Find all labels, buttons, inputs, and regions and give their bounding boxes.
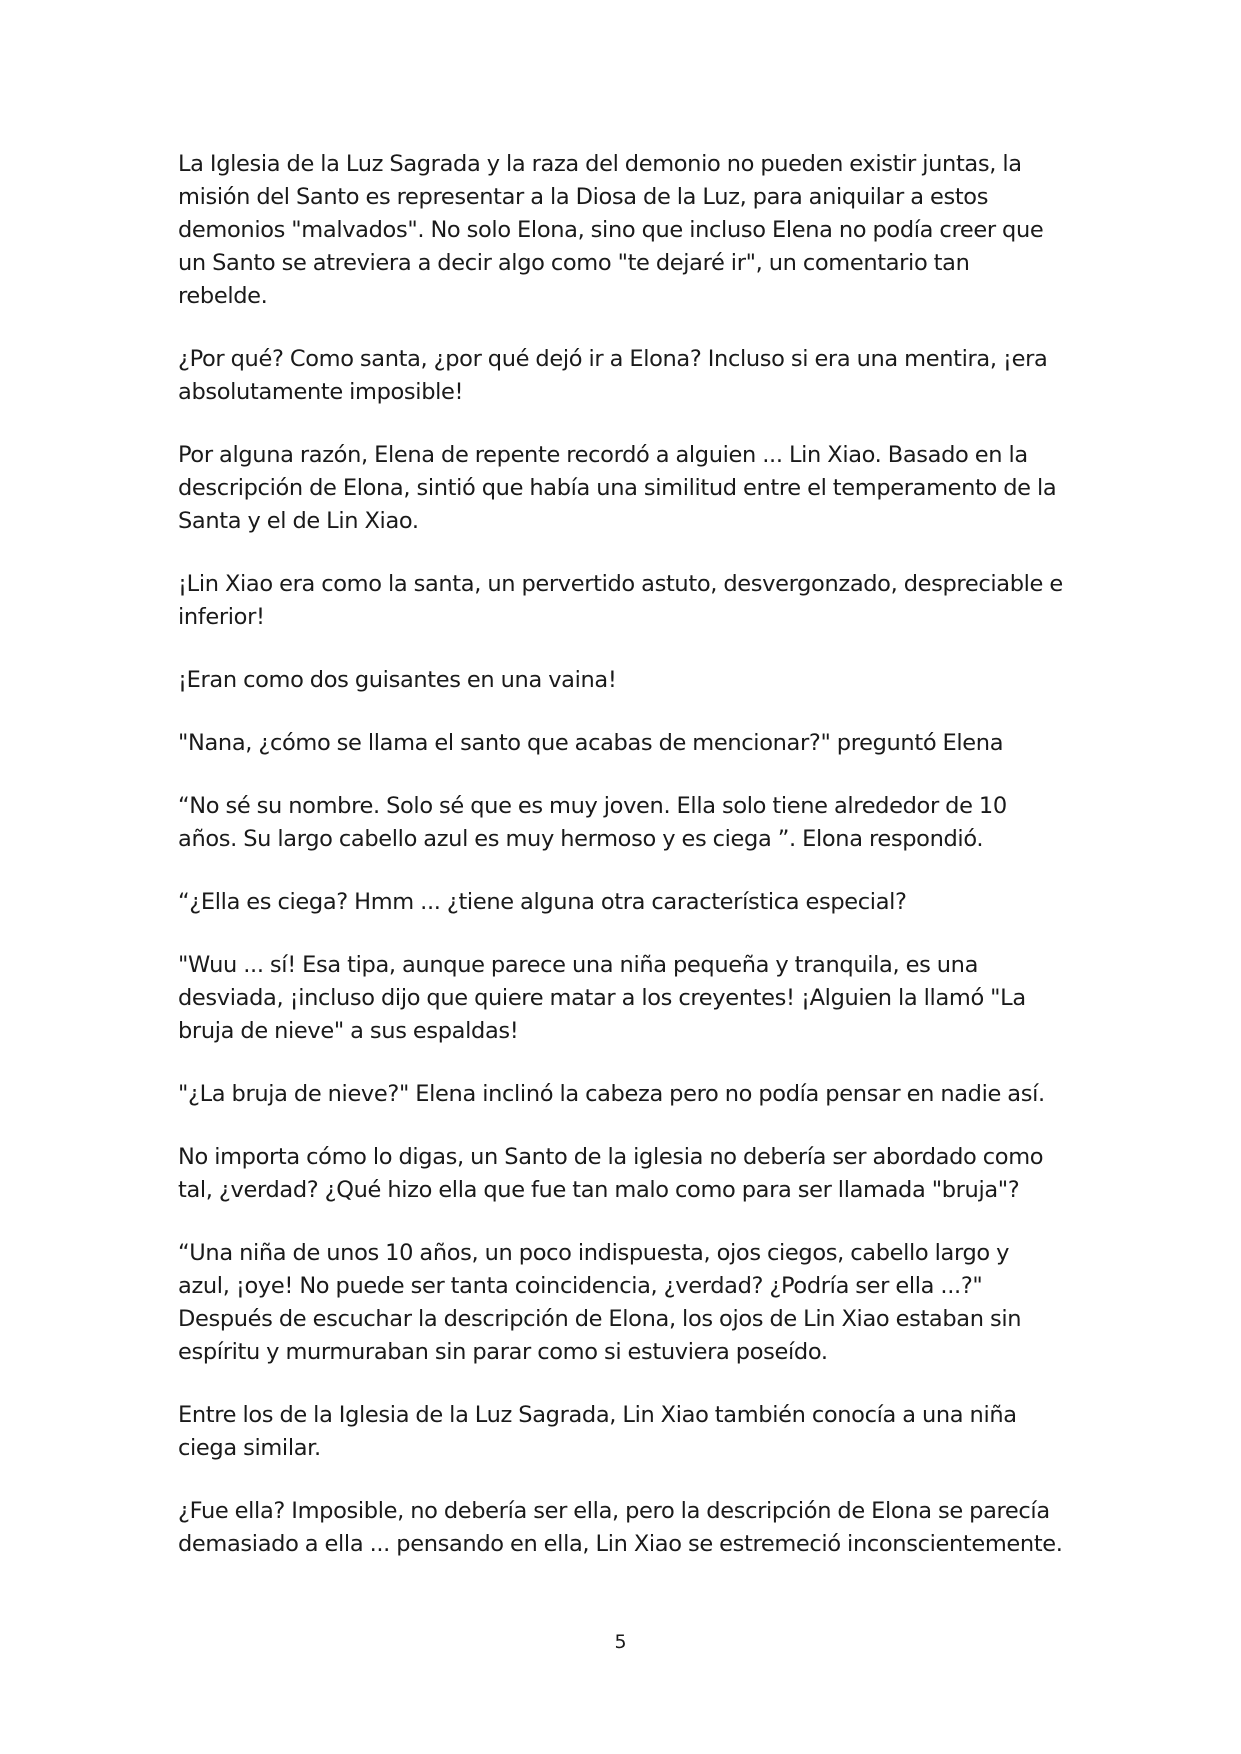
paragraph: Entre los de la Iglesia de la Luz Sagrada, Lin Xiao también conocía a una niña ciega similar. bbox=[178, 1402, 1017, 1461]
paragraph: ¿Fue ella? Imposible, no debería ser ella, pero la descripción de Elona se parecía demasiado a ella ... pensando en ella, Lin Xiao se estremeció inconscientemente. bbox=[178, 1498, 1063, 1557]
paragraph: “Una niña de unos 10 años, un poco indispuesta, ojos ciegos, cabello largo y azul, ¡oye! No puede ser tanta coincidencia, ¿verdad? ¿Podría ser ella ...?" Después de escuchar la descripción de Elona, los ojos de Lin Xiao estaban sin espíritu y murmuraban sin parar como si estuviera poseído. bbox=[178, 1240, 1022, 1365]
page-number: 5 bbox=[614, 1631, 627, 1653]
paragraph: ¡Eran como dos guisantes en una vaina! bbox=[178, 667, 617, 693]
paragraph: "Nana, ¿cómo se llama el santo que acabas de mencionar?" preguntó Elena bbox=[178, 730, 1004, 756]
paragraph: ¿Por qué? Como santa, ¿por qué dejó ir a Elona? Incluso si era una mentira, ¡era absolutamente imposible! bbox=[178, 346, 1048, 405]
paragraph: “¿Ella es ciega? Hmm ... ¿tiene alguna otra característica especial? bbox=[178, 889, 907, 915]
body-text bbox=[178, 148, 1073, 1591]
paragraph: "¿La bruja de nieve?" Elena inclinó la cabeza pero no podía pensar en nadie así. bbox=[178, 1081, 1045, 1107]
paragraph: No importa cómo lo digas, un Santo de la iglesia no debería ser abordado como tal, ¿verdad? ¿Qué hizo ella que fue tan malo como para ser llamada "bruja"? bbox=[178, 1144, 1044, 1203]
paragraph: "Wuu ... sí! Esa tipa, aunque parece una niña pequeña y tranquila, es una desviada, ¡incluso dijo que quiere matar a los creyentes! ¡Alguien la llamó "La bruja de nieve" a sus espaldas! bbox=[178, 952, 1026, 1044]
paragraph: ¡Lin Xiao era como la santa, un pervertido astuto, desvergonzado, despreciable e inferior! bbox=[178, 571, 1063, 630]
paragraph: Por alguna razón, Elena de repente recordó a alguien ... Lin Xiao. Basado en la descripción de Elona, sintió que había una similitud entre el temperamento de la Santa y el de Lin Xiao. bbox=[178, 442, 1057, 534]
paragraph: “No sé su nombre. Solo sé que es muy joven. Ella solo tiene alrededor de 10 años. Su largo cabello azul es muy hermoso y es ciega ”. Elona respondió. bbox=[178, 793, 1007, 852]
paragraph: La Iglesia de la Luz Sagrada y la raza del demonio no pueden existir juntas, la misión del Santo es representar a la Diosa de la Luz, para aniquilar a estos demonios "malvados". No solo Elona, sino que incluso Elena no podía creer que un Santo se atreviera a decir algo como "te dejaré ir", un comentario tan rebelde. bbox=[178, 151, 1044, 309]
